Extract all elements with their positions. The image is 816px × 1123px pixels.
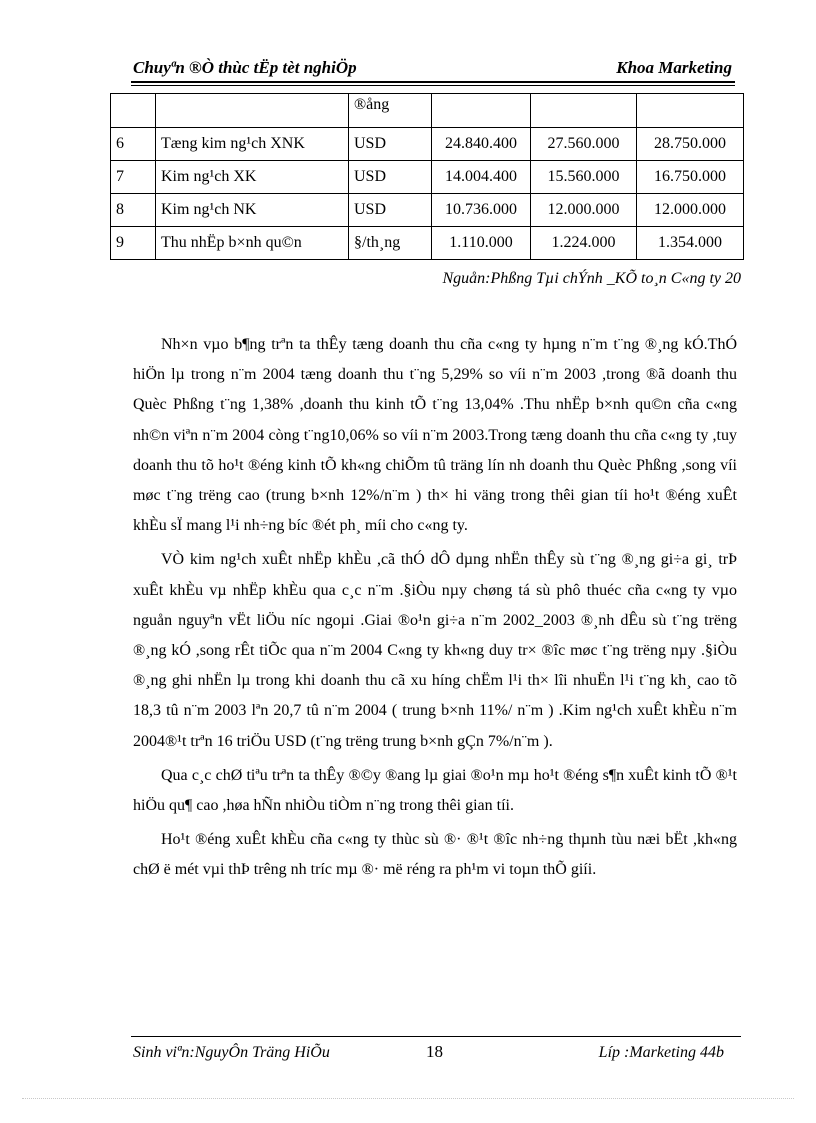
cell-name: Thu nhËp b×nh qu©n [156,227,349,260]
footer-rule [131,1036,741,1037]
cell-name: Tæng kim ng¹ch XNK [156,128,349,161]
cell-name: Kim ng¹ch NK [156,194,349,227]
cell-value-3: 12.000.000 [637,194,744,227]
cell-name: Kim ng¹ch XK [156,161,349,194]
cell-no: 9 [111,227,156,260]
cell-value-2: 1.224.000 [531,227,637,260]
header-department: Khoa Marketing [616,58,732,77]
cell-value-3: 28.750.000 [637,128,744,161]
paragraph: Qua c¸c chØ tiªu trªn ta thÊy ®©y ®ang lµ giai ®o¹n mµ ho¹t ®éng s¶n xuÊt kinh tÕ ®¹t hiÖu qu¶ cao ,høa hÑn nhiÒu tiÒm n¨ng trong thêi gian tíi. [133,766,737,815]
cell-value-1 [432,94,531,128]
cell-unit: USD [349,128,432,161]
statistics-table [110,93,744,260]
cell-no: 7 [111,161,156,194]
cell-name [156,94,349,128]
header-title: Chuyªn ®Ò thùc tËp tèt nghiÖp [133,58,357,77]
cell-value-1: 24.840.400 [432,128,531,161]
header-rule-thin [131,85,735,86]
cell-value-3: 16.750.000 [637,161,744,194]
cell-no: 6 [111,128,156,161]
cell-unit: USD [349,194,432,227]
table-row [111,161,744,194]
cell-unit: §/th¸ng [349,227,432,260]
paragraph: Nh×n vµo b¶ng trªn ta thÊy tæng doanh thu cña c«ng ty hµng n¨m t¨ng ®¸ng kÓ.ThÓ hiÖn lµ trong n¨m 2004 tæng doanh thu t¨ng 5,29% so víi n¨m 2003 ,trong ®ã doanh thu Quèc Phßng t¨ng 1,38% ,doanh thu kinh tÕ t¨ng 13,04% .Thu nhËp b×nh qu©n cña c«ng nh©n viªn n¨m 2004 còng t¨ng10,06% so víi n¨m 2003.Trong tæng doanh thu cña c«ng ty ,tuy doanh thu tõ ho¹t ®éng kinh tÕ kh«ng chiÕm tû träng lín nh doanh thu Quèc Phßng ,song víi møc t¨ng trëng cao (trung b×nh 12%/n¨m ) th× hi väng trong thêi gian tíi ho¹t ®éng xuÊt khÈu sÏ mang l¹i nh÷ng bíc ®ét ph¸ míi cho c«ng ty. [133,336,737,535]
paragraph: VÒ kim ng¹ch xuÊt nhËp khÈu ,cã thÓ dÔ dµng nhËn thÊy sù t¨ng ®¸ng gi÷a gi¸ trÞ xuÊt khÈu vµ nhËp khÈu qua c¸c n¨m .§iÒu nµy chøng tá sù phô thuéc cña c«ng ty vµo nguån nguyªn vËt liÖu níc ngoµi .Giai ®o¹n gi÷a n¨m 2002_2003 ®¸nh dÊu sù t¨ng trëng ®¸ng kÓ ,song rÊt tiÕc qua n¨m 2004 C«ng ty kh«ng duy tr× ®îc møc t¨ng trëng nµy .§iÒu ®¸ng ghi nhËn lµ trong khi doanh thu cã xu híng chËm l¹i th× lîi nhuËn l¹i t¨ng kh¸ cao tõ 18,3 tû n¨m 2003 lªn 20,7 tû n¨m 2004 ( trung b×nh 11%/ n¨m ) .Kim ng¹ch xuÊt khÈu n¨m 2004®¹t trªn 16 triÖu USD (t¨ng trëng trung b×nh gÇn 7%/n¨m ). [133,551,737,750]
cell-value-3 [637,94,744,128]
cell-value-3: 1.354.000 [637,227,744,260]
table-row [111,94,744,128]
cell-value-1: 1.110.000 [432,227,531,260]
table-source: Nguån:Phßng Tµi chÝnh _KÕ to¸n C«ng ty 20 [442,270,741,287]
table-row [111,194,744,227]
page-number: 18 [426,1042,443,1061]
cell-value-2 [531,94,637,128]
page-edge [22,1098,794,1099]
paragraph: Ho¹t ®éng xuÊt khÈu cña c«ng ty thùc sù ®· ®¹t ®îc nh÷ng thµnh tùu næi bËt ,kh«ng chØ ë mét vµi thÞ trêng nh tríc mµ ®· më réng ra ph¹m vi toµn thÕ giíi. [133,831,737,879]
cell-unit: ®ång [349,94,432,128]
header-rule [131,81,735,83]
cell-unit: USD [349,161,432,194]
cell-no: 8 [111,194,156,227]
table-row [111,227,744,260]
table-row [111,128,744,161]
cell-value-2: 15.560.000 [531,161,637,194]
body-text [133,330,737,890]
cell-value-2: 27.560.000 [531,128,637,161]
footer-student: Sinh viªn:NguyÔn Träng HiÕu [133,1044,330,1061]
cell-value-1: 10.736.000 [432,194,531,227]
cell-value-2: 12.000.000 [531,194,637,227]
footer-class: Líp :Marketing 44b [598,1044,724,1061]
cell-no [111,94,156,128]
cell-value-1: 14.004.400 [432,161,531,194]
